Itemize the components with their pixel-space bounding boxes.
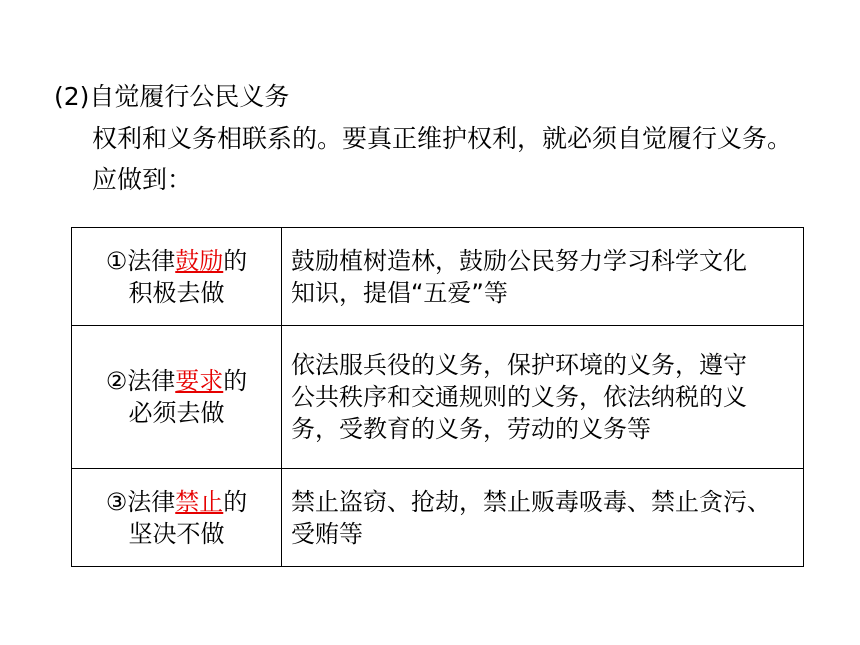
category-suffix: 的 bbox=[223, 487, 248, 516]
content-line: 知识，提倡“五爱”等 bbox=[291, 278, 508, 307]
category-cell bbox=[72, 228, 282, 326]
category-keyword: 鼓励 bbox=[175, 246, 224, 275]
category-line-1 bbox=[72, 365, 281, 397]
lead-in-text: 应做到： bbox=[92, 165, 193, 194]
category-keyword: 要求 bbox=[175, 367, 224, 395]
table-row bbox=[72, 326, 804, 469]
content-cell bbox=[282, 228, 804, 326]
category-suffix: 的 bbox=[223, 367, 248, 395]
content-line: 依法服兵役的义务，保护环境的义务，遵守 bbox=[291, 351, 747, 379]
content-cell bbox=[282, 326, 804, 469]
category-line-2: 积极去做 bbox=[128, 278, 225, 307]
category-line-1 bbox=[72, 486, 281, 518]
category-line-1 bbox=[72, 245, 281, 277]
category-cell bbox=[72, 469, 282, 567]
category-prefix: ①法律 bbox=[105, 246, 176, 275]
content-line: 务，受教育的义务，劳动的义务等 bbox=[291, 415, 651, 443]
table-row bbox=[72, 469, 804, 567]
category-prefix: ②法律 bbox=[105, 367, 176, 395]
content-line: 禁止盗窃、抢劫，禁止贩毒吸毒、禁止贪污、 bbox=[291, 487, 771, 516]
content-line: 鼓励植树造林，鼓励公民努力学习科学文化 bbox=[291, 246, 747, 275]
category-suffix: 的 bbox=[223, 246, 248, 275]
section-heading: (2)自觉履行公民义务 bbox=[54, 82, 290, 111]
content-line: 受贿等 bbox=[291, 519, 363, 548]
content-cell bbox=[282, 469, 804, 567]
table-row bbox=[72, 228, 804, 326]
intro-paragraph: 权利和义务相联系的。要真正维护权利，就必须自觉履行义务。 bbox=[92, 124, 793, 153]
category-prefix: ③法律 bbox=[105, 487, 176, 516]
category-cell bbox=[72, 326, 282, 469]
duties-table bbox=[71, 227, 804, 567]
category-keyword: 禁止 bbox=[175, 487, 224, 516]
content-line: 公共秩序和交通规则的义务，依法纳税的义 bbox=[291, 383, 747, 411]
category-line-2: 必须去做 bbox=[128, 399, 225, 427]
category-line-2: 坚决不做 bbox=[128, 519, 225, 548]
